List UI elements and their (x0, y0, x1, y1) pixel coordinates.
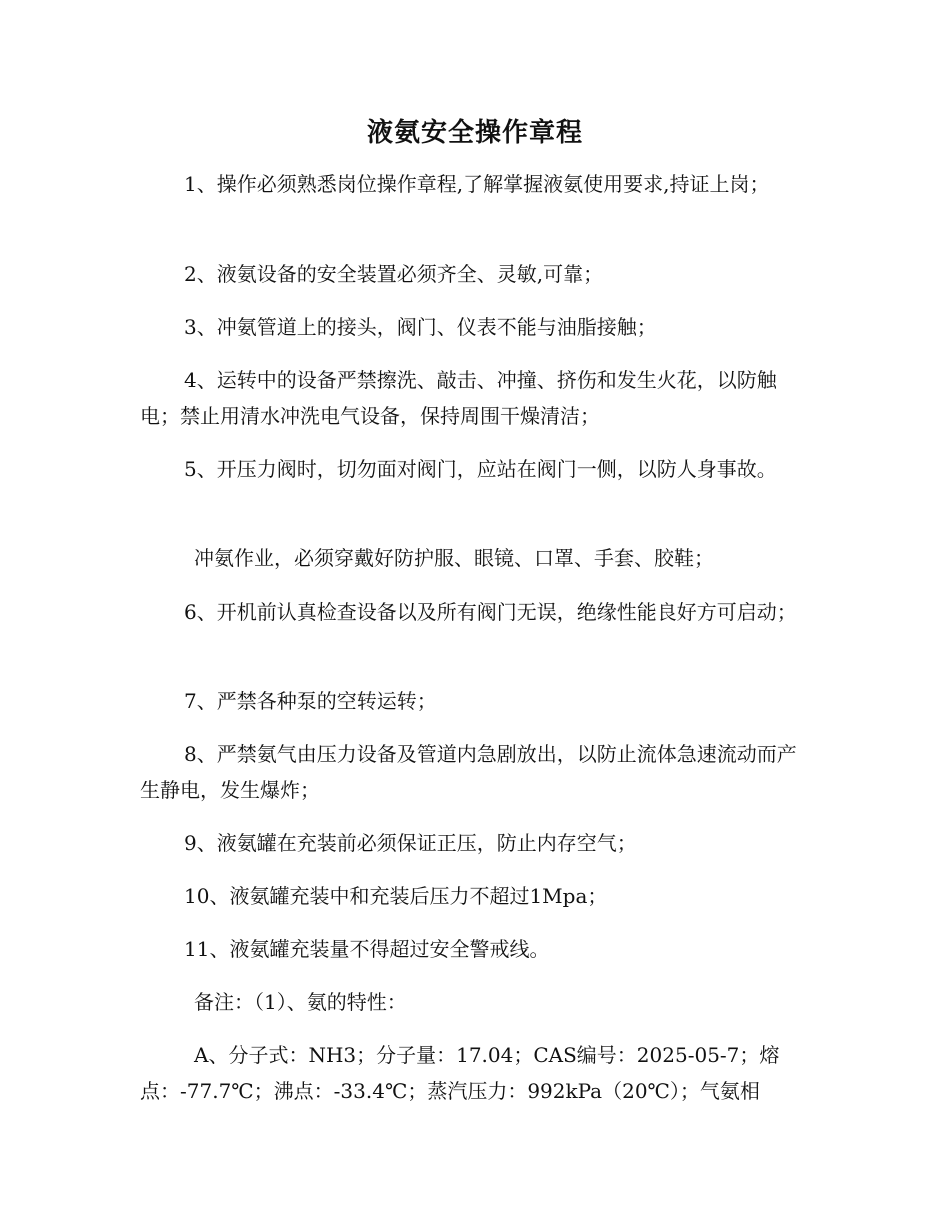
paragraph-10: 10、液氨罐充装中和充装后压力不超过1Mpa； (184, 884, 608, 908)
paragraph-8: 8、严禁氨气由压力设备及管道内急剧放出，以防止流体急速流动而产生静电，发生爆炸； (140, 742, 797, 802)
paragraph-2: 2、液氨设备的安全装置必须齐全、灵敏,可靠； (184, 262, 604, 286)
paragraph-1: 1、操作必须熟悉岗位操作章程,了解掌握液氨使用要求,持证上岗； (184, 172, 770, 196)
paragraph-protective-gear: 冲氨作业，必须穿戴好防护服、眼镜、口罩、手套、胶鞋； (194, 546, 714, 570)
paragraph-ammonia-properties: A、分子式：NH3；分子量：17.04；CAS编号：2025-05-7；熔点：-77.7℃；沸点：-33.4℃；蒸汽压力：992kPa（20℃）；气氨相 (140, 1043, 780, 1103)
paragraph-3: 3、冲氨管道上的接头，阀门、仪表不能与油脂接触； (184, 315, 657, 339)
paragraph-9: 9、液氨罐在充装前必须保证正压，防止内存空气； (184, 831, 637, 855)
document-title: 液氨安全操作章程 (366, 118, 583, 148)
paragraph-7: 7、严禁各种泵的空转运转； (184, 689, 437, 713)
paragraph-6: 6、开机前认真检查设备以及所有阀门无误，绝缘性能良好方可启动； (184, 600, 797, 624)
paragraph-4: 4、运转中的设备严禁擦洗、敲击、冲撞、挤伤和发生火花，以防触电；禁止用清水冲洗电气设备，保持周围干燥清洁； (140, 368, 777, 428)
paragraph-note: 备注：（1）、氨的特性： (194, 990, 407, 1014)
paragraph-5: 5、开压力阀时，切勿面对阀门，应站在阀门一侧，以防人身事故。 (184, 457, 777, 481)
paragraph-11: 11、液氨罐充装量不得超过安全警戒线。 (184, 937, 550, 961)
